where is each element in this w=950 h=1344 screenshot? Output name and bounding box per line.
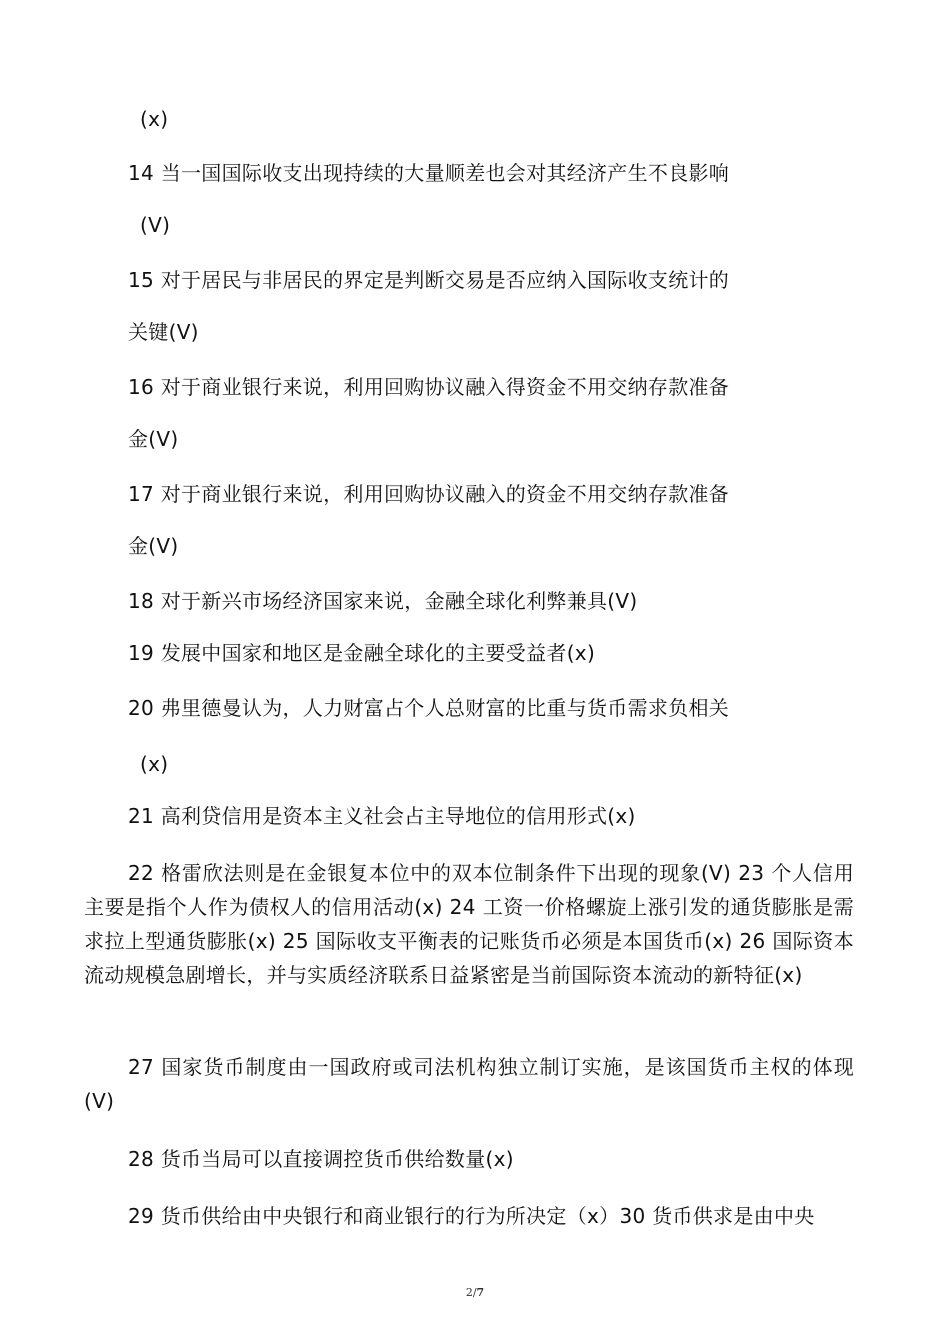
question-17-line-1: 17 对于商业银行来说，利用回购协议融入的资金不用交纳存款准备	[128, 482, 730, 506]
question-16-line-1: 16 对于商业银行来说，利用回购协议融入得资金不用交纳存款准备	[128, 375, 730, 399]
question-14-line-2: (V)	[140, 213, 171, 237]
question-15-line-1: 15 对于居民与非居民的界定是判断交易是否应纳入国际收支统计的	[128, 268, 730, 292]
answer-line-13: (x)	[140, 107, 169, 131]
question-15-line-2: 关键(V)	[128, 320, 199, 344]
question-19: 19 发展中国家和地区是金融全球化的主要受益者(x)	[128, 641, 596, 665]
question-20-line-1: 20 弗里德曼认为，人力财富占个人总财富的比重与货币需求负相关	[128, 696, 730, 720]
question-17-line-2: 金(V)	[128, 534, 179, 558]
page-current: 2	[465, 1286, 473, 1299]
question-28-paragraph: 28 货币当局可以直接调控货币供给数量(x)	[128, 1147, 514, 1171]
question-16-line-2: 金(V)	[128, 427, 179, 451]
question-29-30-paragraph: 29 货币供给由中央银行和商业银行的行为所决定（x）30 货币供求是由中央	[128, 1204, 815, 1228]
question-21: 21 高利贷信用是资本主义社会占主导地位的信用形式(x)	[128, 804, 636, 828]
page-number	[0, 1286, 950, 1299]
question-18: 18 对于新兴市场经济国家来说，金融全球化利弊兼具(V)	[128, 589, 638, 613]
question-27-paragraph: 27 国家货币制度由一国政府或司法机构独立制订实施，是该国货币主权的体现(V)	[84, 1055, 854, 1113]
page-separator: /	[472, 1286, 477, 1299]
questions-22-26-paragraph: 22 格雷欣法则是在金银复本位中的双本位制条件下出现的现象(V) 23 个人信用主要是指个人作为债权人的信用活动(x) 24 工资一价格螺旋上涨引发的通货膨胀是需求拉上型通货膨胀(x) 25 国际收支平衡表的记账货币必须是本国货币(x) 26 国际资本流动规模急剧增长，并与实质经济联系日益紧密是当前国际资本流动的新特征(x)	[84, 861, 854, 987]
question-20-line-2: (x)	[140, 752, 169, 776]
question-14-line-1: 14 当一国国际收支出现持续的大量顺差也会对其经济产生不良影响	[128, 161, 730, 185]
page-total: 7	[476, 1286, 485, 1299]
